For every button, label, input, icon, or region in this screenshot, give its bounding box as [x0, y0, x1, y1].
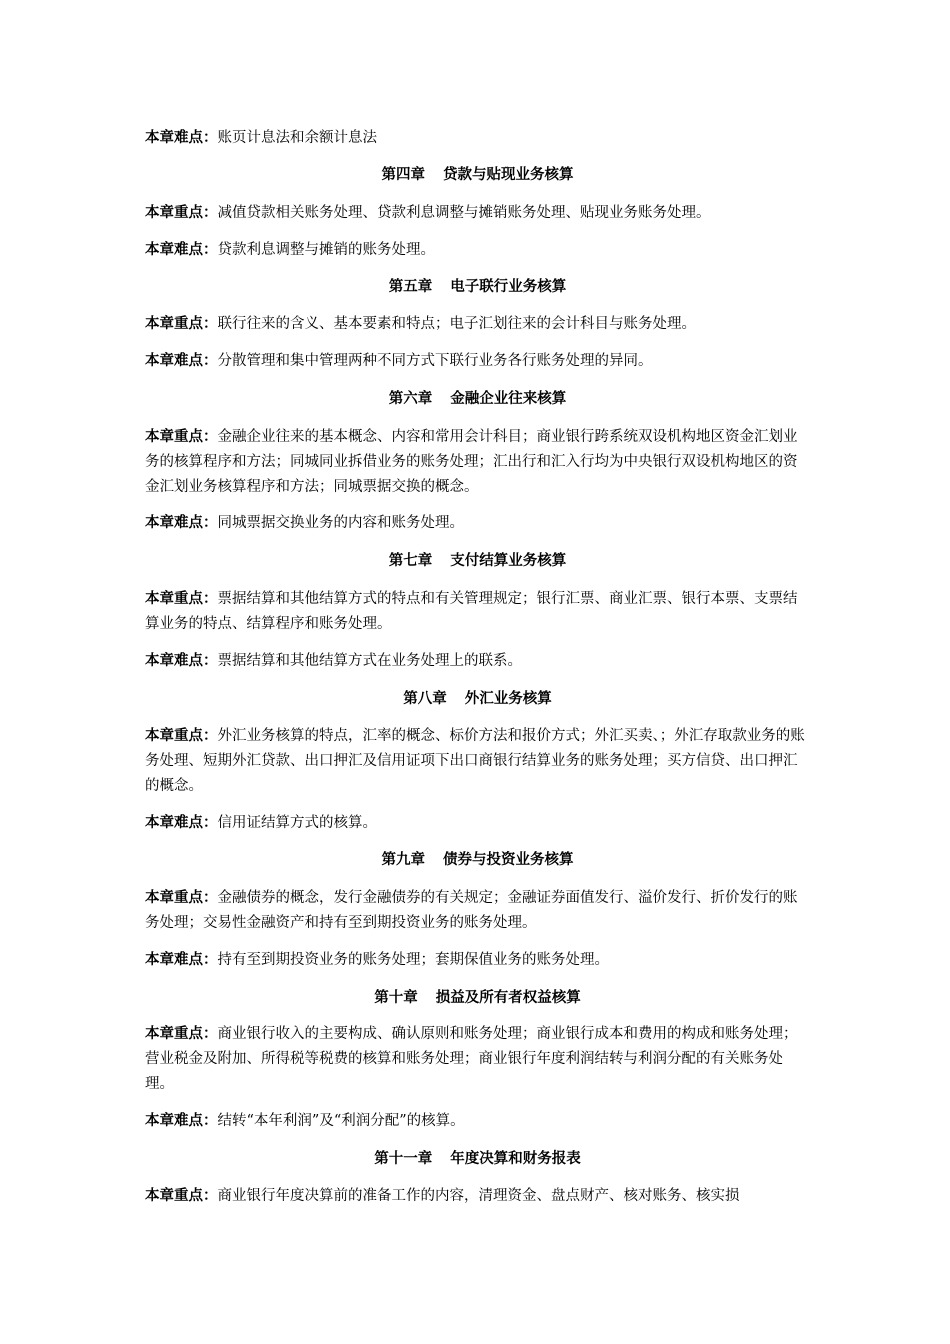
chapter3-difficulty — [145, 125, 810, 151]
chapter8-keypoints — [145, 723, 810, 799]
chapter6-difficulty — [145, 510, 810, 536]
chapter-title: 债券与投资业务核算 — [443, 851, 574, 868]
difficulty-label: 本章难点： — [145, 652, 218, 669]
keypoints-text: 商业银行年度决算前的准备工作的内容，清理资金、盘点财产、核对账务、核实损 — [217, 1188, 740, 1204]
chapter5-keypoints — [145, 311, 810, 337]
keypoints-label: 本章重点： — [145, 1187, 218, 1204]
chapter7-difficulty — [145, 648, 810, 674]
chapter-number: 第八章 — [403, 690, 447, 707]
chapter-title: 电子联行业务核算 — [450, 278, 567, 295]
difficulty-text: 信用证结算方式的核算。 — [217, 815, 377, 831]
chapter-number: 第四章 — [381, 166, 425, 183]
keypoints-label: 本章重点： — [145, 1025, 218, 1042]
chapter10-heading — [145, 985, 810, 1010]
chapter4-heading — [145, 162, 810, 187]
chapter9-heading — [145, 847, 810, 872]
chapter6-keypoints — [145, 424, 810, 500]
keypoints-label: 本章重点： — [145, 204, 218, 221]
chapter-title: 贷款与贴现业务核算 — [443, 166, 574, 183]
difficulty-text: 账页计息法和余额计息法 — [217, 130, 377, 146]
chapter10-difficulty — [145, 1108, 810, 1134]
difficulty-label: 本章难点： — [145, 352, 218, 369]
chapter-number: 第六章 — [388, 390, 433, 407]
keypoints-text: 票据结算和其他结算方式的特点和有关管理规定；银行汇票、商业汇票、银行本票、支票结算业务的特点、结算程序和账务处理。 — [145, 591, 798, 632]
keypoints-label: 本章重点： — [145, 889, 218, 906]
difficulty-text: 持有至到期投资业务的账务处理；套期保值业务的账务处理。 — [217, 952, 609, 968]
chapter-number: 第五章 — [388, 278, 433, 295]
difficulty-label: 本章难点： — [145, 241, 218, 258]
chapter7-heading — [145, 548, 810, 573]
chapter-title: 年度决算和财务报表 — [450, 1150, 581, 1167]
chapter4-difficulty — [145, 237, 810, 263]
chapter9-difficulty — [145, 947, 810, 973]
chapter7-keypoints — [145, 586, 810, 637]
chapter11-heading — [145, 1146, 810, 1171]
difficulty-text: 票据结算和其他结算方式在业务处理上的联系。 — [217, 653, 522, 669]
keypoints-text: 商业银行收入的主要构成、确认原则和账务处理；商业银行成本和费用的构成和账务处理；营业税金及附加、所得税等税费的核算和账务处理；商业银行年度利润结转与利润分配的有关账务处理。 — [145, 1026, 798, 1092]
chapter8-heading — [145, 686, 810, 711]
chapter11-keypoints — [145, 1183, 810, 1209]
chapter10-keypoints — [145, 1021, 810, 1097]
difficulty-label: 本章难点： — [145, 814, 218, 831]
chapter5-difficulty — [145, 348, 810, 374]
chapter-title: 支付结算业务核算 — [450, 552, 567, 569]
chapter4-keypoints — [145, 200, 810, 226]
difficulty-label: 本章难点： — [145, 951, 218, 968]
chapter-title: 金融企业往来核算 — [450, 390, 567, 407]
difficulty-label: 本章难点： — [145, 129, 218, 146]
chapter-number: 第七章 — [388, 552, 433, 569]
chapter6-heading — [145, 386, 810, 411]
chapter9-keypoints — [145, 885, 810, 936]
chapter5-heading — [145, 274, 810, 299]
keypoints-text: 金融债券的概念，发行金融债券的有关规定；金融证券面值发行、溢价发行、折价发行的账务处理；交易性金融资产和持有至到期投资业务的账务处理。 — [145, 890, 798, 931]
difficulty-text: 同城票据交换业务的内容和账务处理。 — [217, 515, 464, 531]
chapter-title: 损益及所有者权益核算 — [435, 989, 581, 1006]
difficulty-text: 分散管理和集中管理两种不同方式下联行业务各行账务处理的异同。 — [217, 353, 653, 369]
difficulty-label: 本章难点： — [145, 514, 218, 531]
chapter-number: 第十章 — [374, 989, 418, 1006]
keypoints-text: 联行往来的含义、基本要素和特点；电子汇划往来的会计科目与账务处理。 — [217, 316, 696, 332]
keypoints-label: 本章重点： — [145, 727, 218, 744]
chapter-number: 第十一章 — [374, 1150, 433, 1167]
keypoints-text: 外汇业务核算的特点，汇率的概念、标价方法和报价方式；外汇买卖、；外汇存取款业务的账务处理、短期外汇贷款、出口押汇及信用证项下出口商银行结算业务的账务处理；买方信贷、出口押汇的概念。 — [145, 728, 805, 794]
difficulty-label: 本章难点： — [145, 1112, 218, 1129]
difficulty-text: 贷款利息调整与摊销的账务处理。 — [217, 242, 435, 258]
chapter8-difficulty — [145, 810, 810, 836]
keypoints-text: 金融企业往来的基本概念、内容和常用会计科目；商业银行跨系统双设机构地区资金汇划业务的核算程序和方法；同城同业拆借业务的账务处理；汇出行和汇入行均为中央银行双设机构地区的资金汇划业务核算程序和方法；同城票据交换的概念。 — [145, 429, 798, 495]
keypoints-text: 减值贷款相关账务处理、贷款利息调整与摊销账务处理、贴现业务账务处理。 — [217, 205, 711, 221]
keypoints-label: 本章重点： — [145, 590, 218, 607]
chapter-title: 外汇业务核算 — [464, 690, 552, 707]
difficulty-text: 结转“本年利润”及“利润分配”的核算。 — [217, 1113, 465, 1129]
keypoints-label: 本章重点： — [145, 315, 218, 332]
chapter-number: 第九章 — [381, 851, 425, 868]
keypoints-label: 本章重点： — [145, 428, 218, 445]
